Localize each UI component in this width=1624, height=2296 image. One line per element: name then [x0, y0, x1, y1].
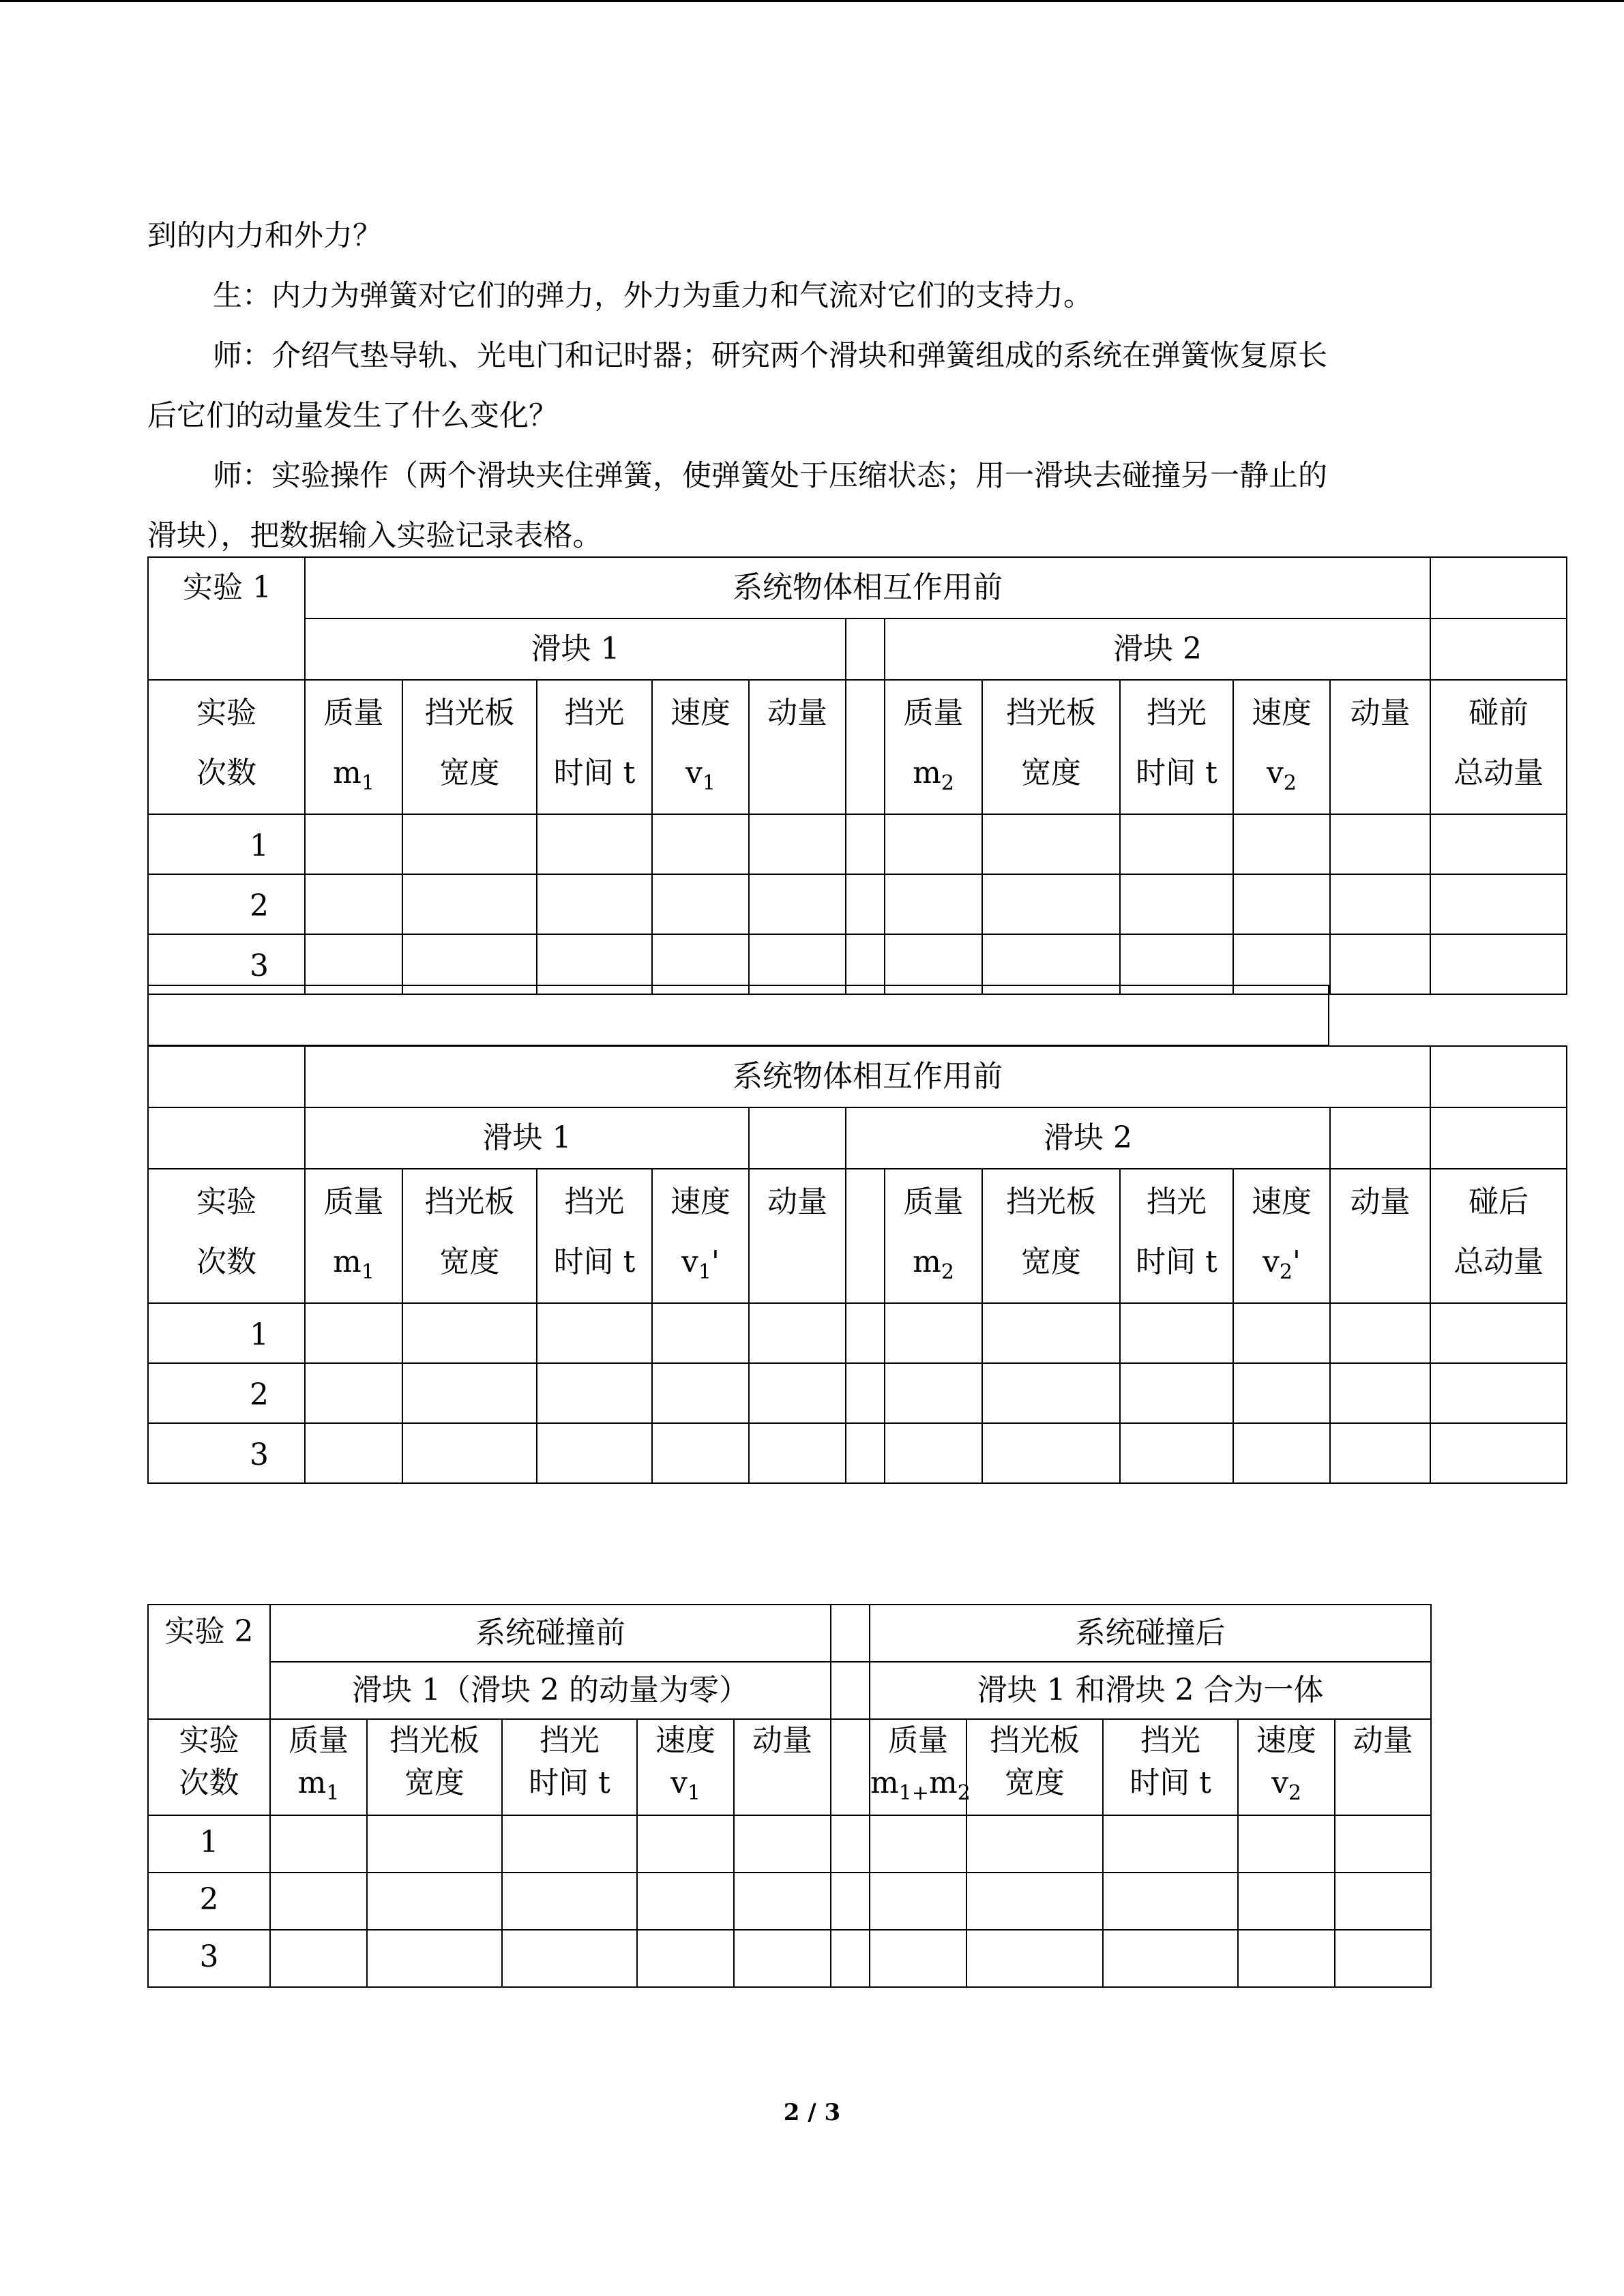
table-row	[148, 814, 1567, 874]
col-width-combined: 挡光板 宽度	[966, 1719, 1103, 1815]
data-cell[interactable]	[885, 874, 982, 934]
data-cell[interactable]	[749, 814, 846, 874]
data-cell[interactable]	[1430, 874, 1567, 934]
data-cell[interactable]	[966, 1930, 1103, 1987]
data-cell[interactable]	[1120, 1423, 1233, 1483]
experiment-1-label: 实验 1	[148, 557, 305, 680]
section-before-header: 系统物体相互作用前	[305, 1046, 1430, 1107]
data-cell[interactable]	[885, 1363, 982, 1423]
col-mass-1: 质量 $m_1$	[305, 680, 402, 814]
trial-number: 1	[148, 814, 305, 874]
trial-number: 2	[148, 1363, 305, 1423]
spacer-cell	[846, 1303, 885, 1363]
data-cell[interactable]	[1233, 1363, 1330, 1423]
data-cell[interactable]	[885, 814, 982, 874]
data-cell[interactable]	[1430, 1423, 1567, 1483]
blank-cell	[1430, 557, 1567, 618]
col-time-1: 挡光 时间 t	[537, 680, 652, 814]
spacer-cell	[831, 1662, 870, 1719]
col-time-2: 挡光 时间 t	[1120, 680, 1233, 814]
spacer-cell	[831, 1873, 870, 1930]
data-cell[interactable]	[870, 1873, 966, 1930]
paragraph-2: 生：内力为弹簧对它们的弹力，外力为重力和气流对它们的支持力。	[213, 279, 1093, 313]
blank-cell	[749, 1107, 846, 1169]
col-momentum-2: 动量	[1330, 1169, 1430, 1303]
data-cell[interactable]	[1120, 1363, 1233, 1423]
col-mass-1: 质量 $m_1$	[305, 1169, 402, 1303]
trial-number: 2	[148, 1873, 270, 1930]
table-row	[148, 1303, 1567, 1363]
data-cell[interactable]	[870, 1815, 966, 1873]
col-width-1: 挡光板 宽度	[402, 680, 537, 814]
data-cell[interactable]	[749, 1363, 846, 1423]
blank-cell	[1330, 1107, 1430, 1169]
data-cell[interactable]	[502, 1930, 637, 1987]
data-cell[interactable]	[749, 1423, 846, 1483]
data-cell[interactable]	[1430, 934, 1567, 994]
col-speed-1-after: 速度 $v_1'$	[652, 1169, 749, 1303]
spacer-cell	[831, 1815, 870, 1873]
spacer-cell	[846, 1363, 885, 1423]
data-cell[interactable]	[1120, 814, 1233, 874]
data-cell[interactable]	[367, 1930, 502, 1987]
page-number: 2 / 3	[783, 2099, 841, 2126]
trial-number: 3	[148, 934, 305, 994]
data-cell[interactable]	[502, 1873, 637, 1930]
trial-number: 3	[148, 1930, 270, 1987]
col-trial: 实验 次数	[148, 1169, 305, 1303]
slider-2-header: 滑块 2	[846, 1107, 1330, 1169]
data-cell[interactable]	[305, 1423, 402, 1483]
data-cell[interactable]	[652, 874, 749, 934]
spacer-cell	[831, 1605, 870, 1662]
data-cell[interactable]	[1103, 1815, 1238, 1873]
data-cell[interactable]	[402, 1303, 537, 1363]
data-cell[interactable]	[1238, 1815, 1335, 1873]
blank-cell	[1430, 618, 1567, 680]
spacer-cell	[831, 1719, 870, 1815]
data-cell[interactable]	[1330, 874, 1430, 934]
spacer-cell	[846, 814, 885, 874]
data-cell[interactable]	[982, 1303, 1120, 1363]
col-width-2: 挡光板 宽度	[982, 680, 1120, 814]
col-mass-2: 质量 $m_2$	[885, 680, 982, 814]
paragraph-6: 滑块），把数据输入实验记录表格。	[147, 519, 602, 553]
data-cell[interactable]	[537, 1363, 652, 1423]
blank-cell	[1430, 1046, 1567, 1107]
data-cell[interactable]	[749, 874, 846, 934]
col-time-2: 挡光 时间 t	[1120, 1169, 1233, 1303]
data-cell[interactable]	[734, 1873, 831, 1930]
col-trial: 实验 次数	[148, 1719, 270, 1815]
data-cell[interactable]	[1233, 1303, 1330, 1363]
col-speed-1: 速度 $v_1$	[637, 1719, 734, 1815]
data-cell[interactable]	[537, 814, 652, 874]
data-cell[interactable]	[982, 1363, 1120, 1423]
table-row	[148, 1873, 1431, 1930]
data-cell[interactable]	[1120, 1303, 1233, 1363]
blank-cell	[148, 1107, 305, 1169]
table-row	[148, 1363, 1567, 1423]
separator-row	[147, 985, 1329, 1046]
data-cell[interactable]	[1233, 814, 1330, 874]
experiment-2-table	[147, 1604, 1432, 1988]
data-cell[interactable]	[1103, 1930, 1238, 1987]
data-cell[interactable]	[270, 1873, 367, 1930]
data-cell[interactable]	[982, 1423, 1120, 1483]
col-total-before: 碰前 总动量	[1430, 680, 1567, 814]
data-cell[interactable]	[652, 1423, 749, 1483]
data-cell[interactable]	[637, 1815, 734, 1873]
col-speed-2: 速度 $v_2$	[1233, 680, 1330, 814]
separator-cell	[148, 985, 1329, 1045]
data-cell[interactable]	[1233, 1423, 1330, 1483]
data-cell[interactable]	[1330, 1423, 1430, 1483]
trial-number: 2	[148, 874, 305, 934]
data-cell[interactable]	[652, 1303, 749, 1363]
col-mass-1: 质量 $m_1$	[270, 1719, 367, 1815]
data-cell[interactable]	[652, 1363, 749, 1423]
data-cell[interactable]	[537, 874, 652, 934]
spacer-cell	[846, 1423, 885, 1483]
trial-number: 3	[148, 1423, 305, 1483]
data-cell[interactable]	[1430, 814, 1567, 874]
data-cell[interactable]	[305, 1303, 402, 1363]
data-cell[interactable]	[1430, 1363, 1567, 1423]
col-mass-2: 质量 $m_2$	[885, 1169, 982, 1303]
col-speed-combined: 速度 $v_2$	[1238, 1719, 1335, 1815]
data-cell[interactable]	[1430, 1303, 1567, 1363]
data-cell[interactable]	[1330, 814, 1430, 874]
section-before-header: 系统物体相互作用前	[305, 557, 1430, 618]
data-cell[interactable]	[1238, 1873, 1335, 1930]
data-cell[interactable]	[402, 1423, 537, 1483]
table-row	[148, 1423, 1567, 1483]
section-before-header: 系统碰撞前	[270, 1605, 831, 1662]
slider-1-header: 滑块 1	[305, 618, 846, 680]
blank-cell	[148, 1046, 305, 1107]
spacer-cell	[846, 680, 885, 814]
data-cell[interactable]	[1103, 1873, 1238, 1930]
data-cell[interactable]	[1335, 1873, 1431, 1930]
data-cell[interactable]	[734, 1815, 831, 1873]
data-cell[interactable]	[1233, 874, 1330, 934]
spacer-cell	[831, 1930, 870, 1987]
col-width-1: 挡光板 宽度	[402, 1169, 537, 1303]
data-cell[interactable]	[1238, 1930, 1335, 1987]
data-cell[interactable]	[982, 874, 1120, 934]
paragraph-3: 师：介绍气垫导轨、光电门和记时器；研究两个滑块和弹簧组成的系统在弹簧恢复原长	[213, 339, 1327, 373]
data-cell[interactable]	[966, 1873, 1103, 1930]
data-cell[interactable]	[537, 1423, 652, 1483]
experiment-1-before-table	[147, 556, 1567, 995]
table-row	[148, 1930, 1431, 1987]
trial-number: 1	[148, 1815, 270, 1873]
col-width-2: 挡光板 宽度	[982, 1169, 1120, 1303]
paragraph-5: 师：实验操作（两个滑块夹住弹簧，使弹簧处于压缩状态；用一滑块去碰撞另一静止的	[213, 459, 1327, 493]
data-cell[interactable]	[537, 1303, 652, 1363]
col-speed-2-after: 速度 $v_2'$	[1233, 1169, 1330, 1303]
trial-number: 1	[148, 1303, 305, 1363]
data-cell[interactable]	[502, 1815, 637, 1873]
data-cell[interactable]	[270, 1930, 367, 1987]
col-time-1: 挡光 时间 t	[537, 1169, 652, 1303]
col-width-1: 挡光板 宽度	[367, 1719, 502, 1815]
after-note: 滑块 1 和滑块 2 合为一体	[870, 1662, 1431, 1719]
col-mass-combined: 质量 $m_{1+}m_2$	[870, 1719, 966, 1815]
data-cell[interactable]	[402, 1363, 537, 1423]
slider-2-header: 滑块 2	[885, 618, 1430, 680]
data-cell[interactable]	[1330, 1363, 1430, 1423]
col-momentum-combined: 动量	[1335, 1719, 1431, 1815]
experiment-1-after-table	[147, 1045, 1567, 1484]
spacer-cell	[846, 874, 885, 934]
data-cell[interactable]	[966, 1815, 1103, 1873]
slider-1-header: 滑块 1	[305, 1107, 749, 1169]
data-cell[interactable]	[305, 1363, 402, 1423]
experiment-2-label: 实验 2	[148, 1605, 270, 1719]
data-cell[interactable]	[1330, 1303, 1430, 1363]
data-cell[interactable]	[885, 1423, 982, 1483]
data-cell[interactable]	[1335, 1930, 1431, 1987]
col-speed-1: 速度 $v_1$	[652, 680, 749, 814]
before-note: 滑块 1（滑块 2 的动量为零）	[270, 1662, 831, 1719]
col-momentum-2: 动量	[1330, 680, 1430, 814]
data-cell[interactable]	[870, 1930, 966, 1987]
spacer-cell	[846, 1169, 885, 1303]
data-cell[interactable]	[652, 814, 749, 874]
data-cell[interactable]	[1330, 934, 1430, 994]
col-time-combined: 挡光 时间 t	[1103, 1719, 1238, 1815]
paragraph-4: 后它们的动量发生了什么变化？	[147, 399, 558, 433]
data-cell[interactable]	[402, 814, 537, 874]
section-after-header: 系统碰撞后	[870, 1605, 1431, 1662]
data-cell[interactable]	[367, 1815, 502, 1873]
data-cell[interactable]	[1120, 874, 1233, 934]
data-cell[interactable]	[885, 1303, 982, 1363]
data-cell[interactable]	[367, 1873, 502, 1930]
spacer-cell	[846, 618, 885, 680]
col-momentum-1: 动量	[734, 1719, 831, 1815]
paragraph-1: 到的内力和外力？	[147, 219, 382, 253]
blank-cell	[1430, 1107, 1567, 1169]
data-cell[interactable]	[402, 874, 537, 934]
data-cell[interactable]	[305, 874, 402, 934]
col-time-1: 挡光 时间 t	[502, 1719, 637, 1815]
data-cell[interactable]	[637, 1930, 734, 1987]
table-row	[148, 1815, 1431, 1873]
data-cell[interactable]	[270, 1815, 367, 1873]
data-cell[interactable]	[982, 814, 1120, 874]
top-border-line	[0, 0, 1624, 2]
data-cell[interactable]	[1335, 1815, 1431, 1873]
data-cell[interactable]	[749, 1303, 846, 1363]
table-row	[148, 874, 1567, 934]
data-cell[interactable]	[734, 1930, 831, 1987]
data-cell[interactable]	[305, 814, 402, 874]
col-momentum-1: 动量	[749, 1169, 846, 1303]
data-cell[interactable]	[637, 1873, 734, 1930]
col-trial: 实验 次数	[148, 680, 305, 814]
col-total-after: 碰后 总动量	[1430, 1169, 1567, 1303]
col-momentum-1: 动量	[749, 680, 846, 814]
